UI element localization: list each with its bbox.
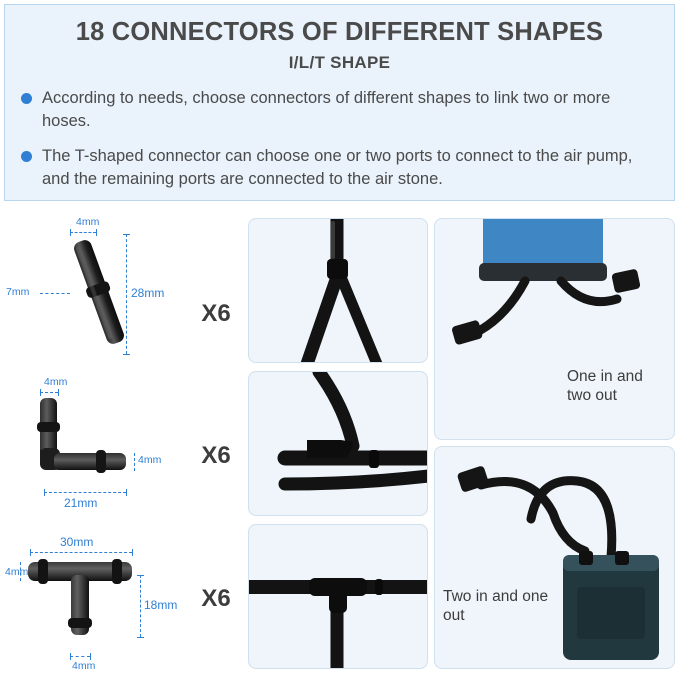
dimension-tick xyxy=(90,653,91,660)
dimension-line xyxy=(20,562,21,581)
bullet-text: According to needs, choose connectors of different shapes to link two or more hoses. xyxy=(42,89,611,131)
i-connector-hose-photo xyxy=(248,218,428,363)
page-title: 18 CONNECTORS OF DIFFERENT SHAPES xyxy=(75,18,604,46)
dimension-tick xyxy=(137,637,144,638)
l-connector-hose-photo xyxy=(248,371,428,516)
bullet-dot-icon xyxy=(21,151,32,162)
t-shape-diagram xyxy=(4,530,184,675)
dimension-line xyxy=(70,656,90,657)
dimension-label: 4mm xyxy=(5,566,29,578)
dimension-label: 4mm xyxy=(138,454,162,466)
l-shape-diagram xyxy=(4,370,184,522)
i-shape-diagram xyxy=(4,216,184,368)
dimension-tick xyxy=(70,229,71,236)
i-connector-hose-graphic xyxy=(249,219,428,363)
two-in-one-out-panel xyxy=(434,446,675,669)
list-item xyxy=(21,87,656,134)
dimension-line xyxy=(140,575,141,637)
dimension-label: 7mm xyxy=(6,286,30,298)
dimension-label: 4mm xyxy=(44,376,68,388)
dimension-line xyxy=(30,552,132,553)
dimension-line xyxy=(134,453,135,471)
application-caption: One in and two out xyxy=(567,368,643,405)
page-subtitle: I/L/T SHAPE xyxy=(288,53,391,72)
dimension-tick xyxy=(137,575,144,576)
quantity-l-shape: X6 xyxy=(201,442,231,469)
dimension-label: 30mm xyxy=(60,535,94,549)
dimension-line xyxy=(44,492,126,493)
dimension-label: 18mm xyxy=(144,598,178,612)
quantity-column xyxy=(186,210,246,675)
dimension-tick xyxy=(30,549,31,556)
quantity-i-shape: X6 xyxy=(201,300,231,327)
bullet-text: The T-shaped connector can choose one or two ports to connect to the air pump, and the remaining ports are connected to the air stone. xyxy=(42,146,633,189)
dimension-tick xyxy=(40,389,41,396)
photo-column xyxy=(248,210,428,675)
one-in-two-out-panel xyxy=(434,218,675,440)
dimension-tick xyxy=(123,354,130,355)
t-connector-hose-photo xyxy=(248,524,428,669)
dimension-tick xyxy=(70,653,71,660)
dimension-line xyxy=(40,392,58,393)
bullet-dot-icon xyxy=(21,93,32,104)
t-connector-hose-graphic xyxy=(249,525,428,669)
dimension-label: 21mm xyxy=(64,496,98,510)
header-panel xyxy=(4,4,675,201)
application-column xyxy=(434,210,675,675)
dimension-tick xyxy=(126,489,127,496)
dimension-line xyxy=(40,293,70,294)
application-caption: Two in and one out xyxy=(443,588,549,625)
main-content xyxy=(4,210,675,675)
dimension-label: 4mm xyxy=(72,660,96,672)
list-item xyxy=(21,145,656,192)
dimension-tick xyxy=(123,234,130,235)
diagram-column xyxy=(4,210,184,675)
dimension-label: 4mm xyxy=(76,216,100,228)
dimension-label: 28mm xyxy=(131,286,165,300)
bullet-list xyxy=(5,87,674,192)
quantity-t-shape: X6 xyxy=(201,585,231,612)
l-connector-hose-graphic xyxy=(249,372,428,516)
dimension-tick xyxy=(132,549,133,556)
one-in-two-out-graphic xyxy=(435,219,675,440)
dimension-line xyxy=(126,234,127,354)
dimension-tick xyxy=(58,389,59,396)
dimension-line xyxy=(70,232,96,233)
dimension-tick xyxy=(96,229,97,236)
two-in-one-out-graphic xyxy=(435,447,675,669)
dimension-tick xyxy=(44,489,45,496)
